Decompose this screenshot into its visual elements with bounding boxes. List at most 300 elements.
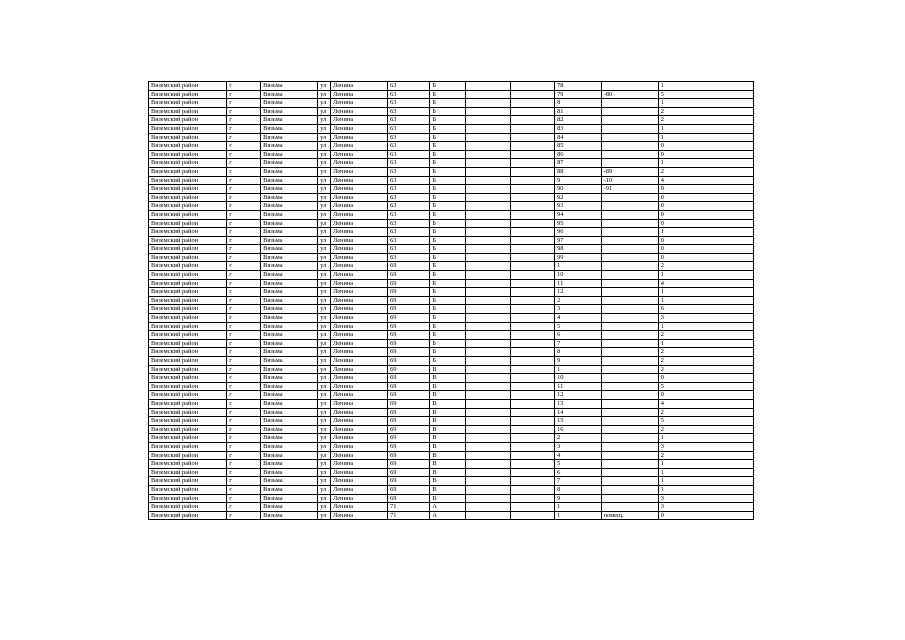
apartment-cell: 2 — [555, 296, 602, 305]
street-type-cell: ул — [318, 408, 331, 417]
table-row — [149, 82, 754, 91]
house-cell: 63 — [388, 219, 430, 228]
note-cell — [601, 348, 658, 357]
extra-cell-1 — [466, 236, 510, 245]
note-cell — [601, 494, 658, 503]
house-cell: 69 — [388, 331, 430, 340]
extra-cell-2 — [510, 142, 554, 151]
extra-cell-1 — [466, 374, 510, 383]
district-cell: Вяземский район — [149, 357, 227, 366]
city-cell: Вязьма — [261, 322, 318, 331]
district-cell: Вяземский район — [149, 219, 227, 228]
house-cell: 63 — [388, 228, 430, 237]
city-cell: Вязьма — [261, 399, 318, 408]
city-cell: Вязьма — [261, 210, 318, 219]
extra-cell-2 — [510, 236, 554, 245]
note-cell — [601, 262, 658, 271]
street-cell: Ленина — [330, 451, 387, 460]
street-cell: Ленина — [330, 331, 387, 340]
apartment-cell: 10 — [555, 271, 602, 280]
district-cell: Вяземский район — [149, 262, 227, 271]
note-cell — [601, 159, 658, 168]
house-cell: 69 — [388, 288, 430, 297]
extra-cell-2 — [510, 503, 554, 512]
building-cell: Б — [430, 331, 466, 340]
apartment-cell: 87 — [555, 159, 602, 168]
extra-cell-2 — [510, 193, 554, 202]
count-cell: 2 — [658, 331, 753, 340]
extra-cell-1 — [466, 262, 510, 271]
count-cell: 0 — [658, 142, 753, 151]
apartment-cell: 14 — [555, 408, 602, 417]
street-type-cell: ул — [318, 357, 331, 366]
district-cell: Вяземский район — [149, 339, 227, 348]
note-cell: -80 — [601, 90, 658, 99]
street-type-cell: ул — [318, 124, 331, 133]
street-type-cell: ул — [318, 288, 331, 297]
count-cell: 1 — [658, 485, 753, 494]
extra-cell-1 — [466, 116, 510, 125]
apartment-cell: 1 — [555, 511, 602, 520]
extra-cell-1 — [466, 494, 510, 503]
apartment-cell: 93 — [555, 202, 602, 211]
table-row — [149, 468, 754, 477]
street-cell: Ленина — [330, 253, 387, 262]
settlement-type-cell: г — [227, 167, 261, 176]
district-cell: Вяземский район — [149, 451, 227, 460]
apartment-cell: 82 — [555, 116, 602, 125]
street-cell: Ленина — [330, 99, 387, 108]
house-cell: 69 — [388, 434, 430, 443]
city-cell: Вязьма — [261, 348, 318, 357]
city-cell: Вязьма — [261, 219, 318, 228]
table-row — [149, 460, 754, 469]
extra-cell-2 — [510, 288, 554, 297]
street-cell: Ленина — [330, 82, 387, 91]
street-cell: Ленина — [330, 391, 387, 400]
note-cell: -10 — [601, 176, 658, 185]
city-cell: Вязьма — [261, 107, 318, 116]
settlement-type-cell: г — [227, 245, 261, 254]
street-type-cell: ул — [318, 90, 331, 99]
settlement-type-cell: г — [227, 288, 261, 297]
street-cell: Ленина — [330, 133, 387, 142]
table-row — [149, 408, 754, 417]
note-cell — [601, 451, 658, 460]
street-cell: Ленина — [330, 279, 387, 288]
table-row — [149, 477, 754, 486]
apartment-cell: 16 — [555, 425, 602, 434]
table-row — [149, 417, 754, 426]
house-cell: 69 — [388, 314, 430, 323]
district-cell: Вяземский район — [149, 477, 227, 486]
settlement-type-cell: г — [227, 296, 261, 305]
street-cell: Ленина — [330, 116, 387, 125]
table-row — [149, 288, 754, 297]
count-cell: 3 — [658, 314, 753, 323]
settlement-type-cell: г — [227, 176, 261, 185]
extra-cell-1 — [466, 159, 510, 168]
settlement-type-cell: г — [227, 150, 261, 159]
street-cell: Ленина — [330, 262, 387, 271]
apartment-cell: 8 — [555, 485, 602, 494]
street-type-cell: ул — [318, 99, 331, 108]
count-cell: 0 — [658, 193, 753, 202]
street-type-cell: ул — [318, 485, 331, 494]
city-cell: Вязьма — [261, 167, 318, 176]
table-row — [149, 107, 754, 116]
table-row — [149, 382, 754, 391]
street-cell: Ленина — [330, 357, 387, 366]
district-cell: Вяземский район — [149, 245, 227, 254]
house-cell: 63 — [388, 90, 430, 99]
city-cell: Вязьма — [261, 468, 318, 477]
street-cell: Ленина — [330, 511, 387, 520]
city-cell: Вязьма — [261, 271, 318, 280]
district-cell: Вяземский район — [149, 468, 227, 477]
district-cell: Вяземский район — [149, 133, 227, 142]
street-cell: Ленина — [330, 193, 387, 202]
house-cell: 69 — [388, 339, 430, 348]
city-cell: Вязьма — [261, 408, 318, 417]
building-cell: Б — [430, 245, 466, 254]
settlement-type-cell: г — [227, 425, 261, 434]
apartment-cell: 81 — [555, 107, 602, 116]
table-row — [149, 262, 754, 271]
extra-cell-2 — [510, 271, 554, 280]
note-cell — [601, 271, 658, 280]
building-cell: Б — [430, 124, 466, 133]
extra-cell-2 — [510, 511, 554, 520]
settlement-type-cell: г — [227, 503, 261, 512]
extra-cell-1 — [466, 451, 510, 460]
house-cell: 63 — [388, 253, 430, 262]
street-cell: Ленина — [330, 374, 387, 383]
apartment-cell: 6 — [555, 331, 602, 340]
extra-cell-2 — [510, 434, 554, 443]
table-row — [149, 142, 754, 151]
table-row — [149, 485, 754, 494]
table-row — [149, 99, 754, 108]
apartment-cell: 9 — [555, 357, 602, 366]
extra-cell-1 — [466, 228, 510, 237]
note-cell — [601, 468, 658, 477]
district-cell: Вяземский район — [149, 442, 227, 451]
apartment-cell: 8 — [555, 348, 602, 357]
table-row — [149, 365, 754, 374]
building-cell: Б — [430, 339, 466, 348]
note-cell — [601, 365, 658, 374]
street-cell: Ленина — [330, 399, 387, 408]
extra-cell-2 — [510, 228, 554, 237]
apartment-cell: 11 — [555, 279, 602, 288]
house-cell: 63 — [388, 202, 430, 211]
count-cell: 3 — [658, 494, 753, 503]
extra-cell-1 — [466, 331, 510, 340]
count-cell: 1 — [658, 99, 753, 108]
building-cell: Б — [430, 116, 466, 125]
street-cell: Ленина — [330, 408, 387, 417]
settlement-type-cell: г — [227, 477, 261, 486]
extra-cell-2 — [510, 150, 554, 159]
district-cell: Вяземский район — [149, 399, 227, 408]
note-cell — [601, 442, 658, 451]
street-cell: Ленина — [330, 167, 387, 176]
table-row — [149, 503, 754, 512]
extra-cell-1 — [466, 305, 510, 314]
city-cell: Вязьма — [261, 305, 318, 314]
table-row — [149, 494, 754, 503]
settlement-type-cell: г — [227, 460, 261, 469]
city-cell: Вязьма — [261, 314, 318, 323]
street-cell: Ленина — [330, 442, 387, 451]
apartment-cell: 1 — [555, 503, 602, 512]
extra-cell-2 — [510, 296, 554, 305]
apartment-cell: 3 — [555, 305, 602, 314]
district-cell: Вяземский район — [149, 193, 227, 202]
table-body — [149, 82, 754, 520]
apartment-cell: 96 — [555, 228, 602, 237]
extra-cell-1 — [466, 253, 510, 262]
extra-cell-1 — [466, 176, 510, 185]
building-cell: Б — [430, 150, 466, 159]
house-cell: 63 — [388, 116, 430, 125]
settlement-type-cell: г — [227, 365, 261, 374]
table-row — [149, 348, 754, 357]
street-type-cell: ул — [318, 279, 331, 288]
count-cell: 0 — [658, 185, 753, 194]
district-cell: Вяземский район — [149, 374, 227, 383]
building-cell: Б — [430, 90, 466, 99]
count-cell: 3 — [658, 442, 753, 451]
city-cell: Вязьма — [261, 288, 318, 297]
count-cell: 5 — [658, 90, 753, 99]
apartment-cell: 3 — [555, 442, 602, 451]
apartment-cell: 15 — [555, 417, 602, 426]
settlement-type-cell: г — [227, 408, 261, 417]
note-cell — [601, 228, 658, 237]
apartment-cell: 12 — [555, 288, 602, 297]
count-cell: 3 — [658, 503, 753, 512]
extra-cell-2 — [510, 210, 554, 219]
count-cell: 2 — [658, 408, 753, 417]
city-cell: Вязьма — [261, 99, 318, 108]
building-cell: Б — [430, 348, 466, 357]
settlement-type-cell: г — [227, 271, 261, 280]
street-type-cell: ул — [318, 271, 331, 280]
note-cell — [601, 314, 658, 323]
table-row — [149, 322, 754, 331]
extra-cell-1 — [466, 142, 510, 151]
street-cell: Ленина — [330, 202, 387, 211]
extra-cell-2 — [510, 107, 554, 116]
street-type-cell: ул — [318, 262, 331, 271]
street-cell: Ленина — [330, 477, 387, 486]
extra-cell-1 — [466, 408, 510, 417]
street-type-cell: ул — [318, 167, 331, 176]
extra-cell-1 — [466, 90, 510, 99]
extra-cell-1 — [466, 417, 510, 426]
street-cell: Ленина — [330, 348, 387, 357]
city-cell: Вязьма — [261, 339, 318, 348]
apartment-cell: 2 — [555, 434, 602, 443]
extra-cell-2 — [510, 262, 554, 271]
count-cell: 4 — [658, 176, 753, 185]
street-type-cell: ул — [318, 193, 331, 202]
note-cell — [601, 477, 658, 486]
building-cell: Б — [430, 133, 466, 142]
note-cell — [601, 374, 658, 383]
building-cell: Б — [430, 236, 466, 245]
note-cell — [601, 322, 658, 331]
table-row — [149, 314, 754, 323]
apartment-cell: 6 — [555, 468, 602, 477]
building-cell: А — [430, 511, 466, 520]
building-cell: Б — [430, 159, 466, 168]
extra-cell-1 — [466, 185, 510, 194]
note-cell — [601, 150, 658, 159]
district-cell: Вяземский район — [149, 288, 227, 297]
extra-cell-1 — [466, 365, 510, 374]
table-row — [149, 451, 754, 460]
house-cell: 63 — [388, 176, 430, 185]
building-cell: Б — [430, 142, 466, 151]
table-row — [149, 245, 754, 254]
apartment-cell: 85 — [555, 142, 602, 151]
note-cell — [601, 245, 658, 254]
extra-cell-1 — [466, 193, 510, 202]
district-cell: Вяземский район — [149, 391, 227, 400]
apartment-cell: 86 — [555, 150, 602, 159]
building-cell: Б — [430, 107, 466, 116]
house-cell: 63 — [388, 107, 430, 116]
note-cell — [601, 279, 658, 288]
apartment-cell: 4 — [555, 451, 602, 460]
apartment-cell: 94 — [555, 210, 602, 219]
building-cell: В — [430, 374, 466, 383]
table-row — [149, 374, 754, 383]
table-row — [149, 357, 754, 366]
building-cell: В — [430, 399, 466, 408]
street-type-cell: ул — [318, 434, 331, 443]
extra-cell-2 — [510, 82, 554, 91]
address-sheet — [148, 81, 754, 520]
city-cell: Вязьма — [261, 82, 318, 91]
building-cell: Б — [430, 279, 466, 288]
building-cell: Б — [430, 314, 466, 323]
house-cell: 63 — [388, 167, 430, 176]
city-cell: Вязьма — [261, 485, 318, 494]
house-cell: 63 — [388, 82, 430, 91]
building-cell: А — [430, 503, 466, 512]
extra-cell-2 — [510, 99, 554, 108]
street-cell: Ленина — [330, 245, 387, 254]
house-cell: 63 — [388, 99, 430, 108]
count-cell: 2 — [658, 116, 753, 125]
count-cell: 1 — [658, 434, 753, 443]
extra-cell-1 — [466, 314, 510, 323]
count-cell: 2 — [658, 107, 753, 116]
extra-cell-2 — [510, 159, 554, 168]
city-cell: Вязьма — [261, 245, 318, 254]
apartment-cell: 1 — [555, 365, 602, 374]
table-row — [149, 185, 754, 194]
count-cell: 0 — [658, 253, 753, 262]
table-row — [149, 253, 754, 262]
extra-cell-2 — [510, 90, 554, 99]
note-cell — [601, 219, 658, 228]
house-cell: 63 — [388, 124, 430, 133]
extra-cell-1 — [466, 219, 510, 228]
district-cell: Вяземский район — [149, 142, 227, 151]
extra-cell-1 — [466, 382, 510, 391]
count-cell: 0 — [658, 374, 753, 383]
house-cell: 69 — [388, 271, 430, 280]
extra-cell-1 — [466, 357, 510, 366]
apartment-cell: 97 — [555, 236, 602, 245]
city-cell: Вязьма — [261, 357, 318, 366]
extra-cell-1 — [466, 296, 510, 305]
count-cell: 2 — [658, 425, 753, 434]
extra-cell-2 — [510, 425, 554, 434]
apartment-cell: 90 — [555, 185, 602, 194]
district-cell: Вяземский район — [149, 228, 227, 237]
table-row — [149, 236, 754, 245]
city-cell: Вязьма — [261, 133, 318, 142]
table-row — [149, 279, 754, 288]
table-row — [149, 331, 754, 340]
table-row — [149, 116, 754, 125]
building-cell: Б — [430, 176, 466, 185]
apartment-cell: 99 — [555, 253, 602, 262]
table-row — [149, 150, 754, 159]
count-cell: 1 — [658, 288, 753, 297]
count-cell: 6 — [658, 305, 753, 314]
street-type-cell: ул — [318, 150, 331, 159]
street-cell: Ленина — [330, 228, 387, 237]
settlement-type-cell: г — [227, 511, 261, 520]
house-cell: 69 — [388, 399, 430, 408]
house-cell: 63 — [388, 193, 430, 202]
settlement-type-cell: г — [227, 331, 261, 340]
settlement-type-cell: г — [227, 202, 261, 211]
building-cell: Б — [430, 305, 466, 314]
city-cell: Вязьма — [261, 477, 318, 486]
extra-cell-1 — [466, 133, 510, 142]
settlement-type-cell: г — [227, 451, 261, 460]
street-type-cell: ул — [318, 116, 331, 125]
extra-cell-1 — [466, 202, 510, 211]
district-cell: Вяземский район — [149, 107, 227, 116]
city-cell: Вязьма — [261, 365, 318, 374]
settlement-type-cell: г — [227, 236, 261, 245]
table-row — [149, 399, 754, 408]
street-type-cell: ул — [318, 331, 331, 340]
table-row — [149, 159, 754, 168]
extra-cell-1 — [466, 210, 510, 219]
extra-cell-1 — [466, 279, 510, 288]
extra-cell-1 — [466, 391, 510, 400]
count-cell: 1 — [658, 468, 753, 477]
settlement-type-cell: г — [227, 305, 261, 314]
street-cell: Ленина — [330, 142, 387, 151]
settlement-type-cell: г — [227, 339, 261, 348]
street-type-cell: ул — [318, 451, 331, 460]
house-cell: 71 — [388, 511, 430, 520]
street-type-cell: ул — [318, 159, 331, 168]
count-cell: 2 — [658, 167, 753, 176]
extra-cell-2 — [510, 322, 554, 331]
